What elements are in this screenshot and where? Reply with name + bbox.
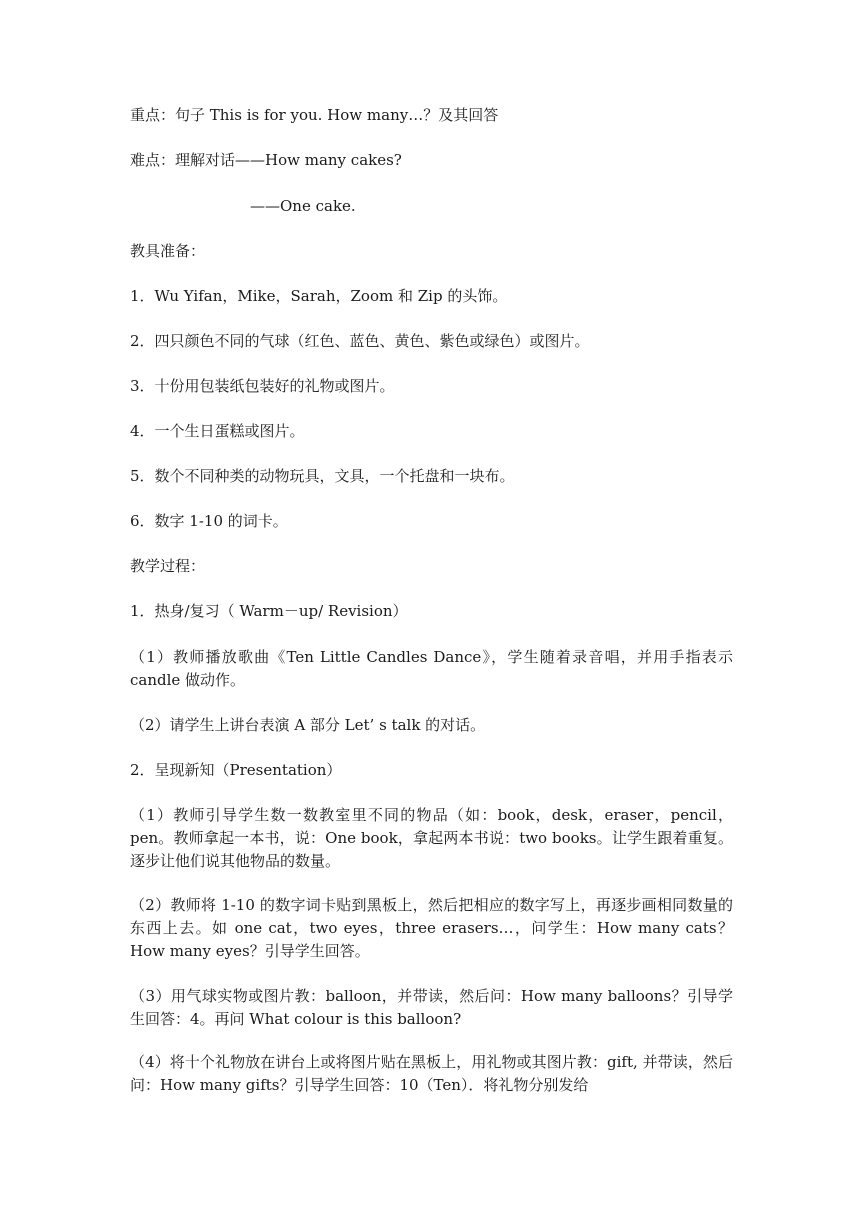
step2-item: （1）教师引导学生数一数教室里不同的物品（如：book，desk，eraser，pencil，pen。教师拿起一本书，说：One book，拿起两本书说：two books。让学生跟着重复。逐步让他们说其他物品的数量。: [130, 806, 733, 870]
step1-item: （2）请学生上讲台表演 A 部分 Let’ s talk 的对话。: [130, 716, 486, 734]
material-item: 4．一个生日蛋糕或图片。: [130, 422, 305, 440]
difficult-answer-line: ——One cake.: [250, 197, 356, 215]
materials-heading: 教具准备：: [130, 242, 206, 260]
step1-item: （1）教师播放歌曲《Ten Little Candles Dance》，学生随着录音唱，并用手指表示 candle 做动作。: [130, 648, 733, 689]
material-item: 6．数字 1-10 的词卡。: [130, 512, 288, 530]
step1-heading: 1．热身/复习（ Warm－up/ Revision）: [130, 602, 408, 620]
material-item: 2．四只颜色不同的气球（红色、蓝色、黄色、紫色或绿色）或图片。: [130, 332, 590, 350]
step2-item: （2）教师将 1-10 的数字词卡贴到黑板上，然后把相应的数字写上，再逐步画相同数量的东西上去。如 one cat，two eyes，three erasers…，问学生：How many cats？How many eyes？引导学生回答。: [130, 896, 733, 960]
difficult-point-line: 难点：理解对话——How many cakes?: [130, 151, 402, 169]
process-heading: 教学过程：: [130, 557, 206, 575]
step2-heading: 2．呈现新知（Presentation）: [130, 761, 342, 779]
material-item: 5．数个不同种类的动物玩具，文具，一个托盘和一块布。: [130, 467, 515, 485]
material-item: 1．Wu Yifan，Mike，Sarah，Zoom 和 Zip 的头饰。: [130, 287, 508, 305]
step2-item: （4）将十个礼物放在讲台上或将图片贴在黑板上，用礼物或其图片教：gift, 并带读，然后问：How many gifts？引导学生回答：10（Ten）．将礼物分别发给: [130, 1053, 733, 1094]
step2-item: （3）用气球实物或图片教：balloon，并带读，然后问：How many balloons？引导学生回答：4。再问 What colour is this balloon?: [130, 987, 733, 1028]
key-point-line: 重点：句子 This is for you. How many…？及其回答: [130, 106, 499, 124]
material-item: 3．十份用包装纸包装好的礼物或图片。: [130, 377, 395, 395]
